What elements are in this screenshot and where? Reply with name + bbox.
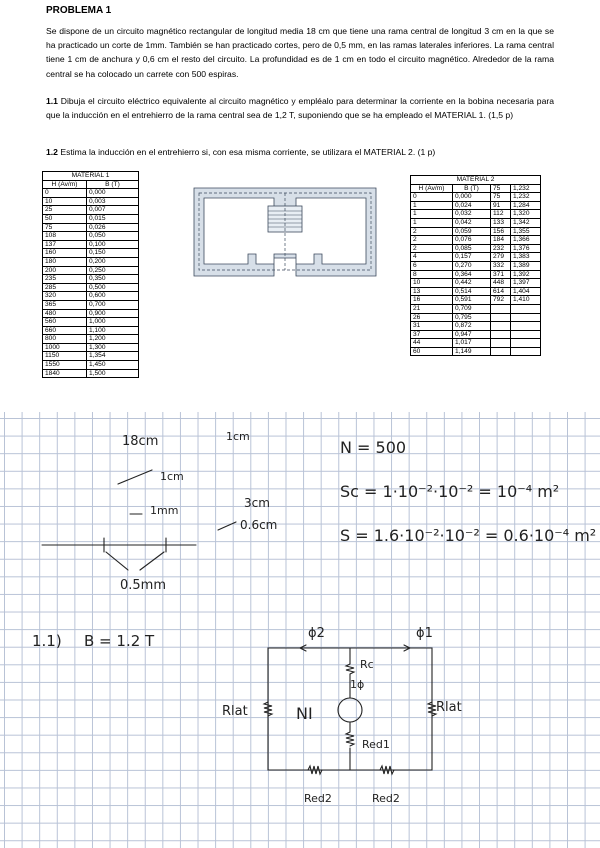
- note-red2-right: Red2: [372, 792, 400, 805]
- table-cell: 4: [411, 253, 453, 262]
- table-cell: 31: [411, 322, 453, 331]
- table-cell: [491, 313, 511, 322]
- table-cell: 320: [43, 292, 87, 301]
- table-cell: 371: [491, 270, 511, 279]
- magnetic-circuit-diagram: [190, 184, 380, 280]
- note-phi1: ϕ1: [416, 626, 433, 641]
- table-cell: 0,042: [453, 218, 491, 227]
- table-row: [411, 270, 541, 279]
- table-row: [411, 347, 541, 356]
- table-cell: 13: [411, 287, 453, 296]
- table-cell: 180: [43, 257, 87, 266]
- table-cell: 75: [491, 184, 511, 193]
- table-cell: 279: [491, 253, 511, 262]
- table-cell: 91: [491, 201, 511, 210]
- table-cell: 0,032: [453, 210, 491, 219]
- table-cell: 133: [491, 218, 511, 227]
- table-row: [43, 206, 139, 215]
- table-cell: 1,410: [511, 296, 541, 305]
- table-cell: 660: [43, 326, 87, 335]
- table-cell: 0,270: [453, 261, 491, 270]
- table-cell: 1,320: [511, 210, 541, 219]
- table-row: [411, 322, 541, 331]
- table-cell: 480: [43, 309, 87, 318]
- note-section-central: Sc = 1·10⁻²·10⁻² = 10⁻⁴ m²: [340, 482, 560, 501]
- table-row: [43, 257, 139, 266]
- note-question-label: 1.1): [32, 632, 62, 650]
- sketch-1cm-mark: [118, 470, 152, 484]
- table-cell: 235: [43, 275, 87, 284]
- note-3cm: 3cm: [244, 496, 270, 510]
- table-row: [411, 244, 541, 253]
- table-row: [43, 318, 139, 327]
- material-1-header-h: H (Av/m): [43, 180, 87, 189]
- table-cell: 112: [491, 210, 511, 219]
- table-cell: 50: [43, 214, 87, 223]
- note-n-turns: N = 500: [340, 438, 407, 457]
- table-cell: 37: [411, 330, 453, 339]
- note-rlat-left: Rlat: [222, 704, 248, 719]
- table-row: [43, 232, 139, 241]
- table-cell: 0,947: [453, 330, 491, 339]
- table-row: [411, 287, 541, 296]
- table-cell: 0: [411, 193, 453, 202]
- table-row: [43, 326, 139, 335]
- table-cell: 1550: [43, 361, 87, 370]
- table-row: [43, 189, 139, 198]
- table-cell: 75: [43, 223, 87, 232]
- table-cell: 1840: [43, 369, 87, 378]
- table-cell: 137: [43, 240, 87, 249]
- table-cell: 1,383: [511, 253, 541, 262]
- note-b-value: B = 1.2 T: [84, 632, 155, 650]
- table-row: [43, 309, 139, 318]
- table-row: [43, 300, 139, 309]
- note-length-18: 18cm: [122, 434, 159, 449]
- table-cell: 1,000: [87, 318, 139, 327]
- table-cell: 1,300: [87, 343, 139, 352]
- table-cell: 0,157: [453, 253, 491, 262]
- table-row: [43, 275, 139, 284]
- table-cell: 1,355: [511, 227, 541, 236]
- table-cell: 1,100: [87, 326, 139, 335]
- table-cell: [491, 304, 511, 313]
- intro-paragraph: Se dispone de un circuito magnético rectangular de longitud media 18 cm que tiene una rama central de longitud 3 cm en la que se ha practicado un corte de 1mm. También se han practicado cortes, pero de 0,5 mm, en las ramas laterales inferiores. La rama central tiene 1 cm de anchura y 0,6 cm el resto del circuito. La profundidad es de 1 cm en todo el circuito magnético. Alrededor de la rama central se ha colocado un carrete con 500 espiras.: [46, 26, 554, 79]
- table-row: [43, 266, 139, 275]
- table-cell: 0,024: [453, 201, 491, 210]
- table-row: [43, 223, 139, 232]
- table-cell: [491, 330, 511, 339]
- table-cell: 0,350: [87, 275, 139, 284]
- table-cell: 108: [43, 232, 87, 241]
- table-cell: 1,232: [511, 184, 541, 193]
- table-cell: 0,364: [453, 270, 491, 279]
- table-cell: 232: [491, 244, 511, 253]
- table-cell: 0,059: [453, 227, 491, 236]
- table-cell: [511, 347, 541, 356]
- note-phi-c: 1ϕ: [350, 678, 365, 691]
- table-cell: 1,284: [511, 201, 541, 210]
- table-cell: 44: [411, 339, 453, 348]
- table-row: [43, 283, 139, 292]
- table-row: [43, 335, 139, 344]
- table-cell: 0,076: [453, 236, 491, 245]
- table-row: [411, 296, 541, 305]
- table-cell: 2: [411, 227, 453, 236]
- sketch-gap-arrows: [106, 552, 164, 570]
- table-cell: 0,000: [87, 189, 139, 198]
- table-cell: 614: [491, 287, 511, 296]
- table-cell: 0,591: [453, 296, 491, 305]
- note-cut-top: 1cm: [226, 430, 250, 443]
- table-row: [411, 330, 541, 339]
- table-cell: 1,149: [453, 347, 491, 356]
- table-cell: 1,397: [511, 279, 541, 288]
- question-1-2-text: Estima la inducción en el entrehierro si, con esa misma corriente, se utilizara el MATERIAL 2. (1 p): [57, 147, 436, 157]
- table-cell: 156: [491, 227, 511, 236]
- table-cell: 0,795: [453, 313, 491, 322]
- table-cell: 0,000: [453, 193, 491, 202]
- table-cell: 200: [43, 266, 87, 275]
- question-1-2: [46, 145, 554, 159]
- resistor-rc: [346, 664, 354, 674]
- table-cell: [511, 330, 541, 339]
- table-cell: 0,700: [87, 300, 139, 309]
- note-rlat-right: Rlat: [436, 700, 462, 715]
- table-row: [411, 279, 541, 288]
- table-cell: 332: [491, 261, 511, 270]
- table-row: [411, 339, 541, 348]
- question-1-1: [46, 94, 554, 122]
- table-row: [411, 201, 541, 210]
- table-row: [43, 361, 139, 370]
- table-cell: 0,709: [453, 304, 491, 313]
- table-cell: 1,366: [511, 236, 541, 245]
- table-row: [411, 193, 541, 202]
- table-row: [411, 227, 541, 236]
- table-row: [411, 218, 541, 227]
- table-cell: 2: [411, 244, 453, 253]
- table-cell: [511, 339, 541, 348]
- table-cell: 0: [43, 189, 87, 198]
- material-1-table: [42, 171, 139, 378]
- table-cell: 0,872: [453, 322, 491, 331]
- table-cell: [511, 304, 541, 313]
- table-cell: 0,085: [453, 244, 491, 253]
- table-cell: [511, 322, 541, 331]
- note-red1: Red1: [362, 738, 390, 751]
- table-row: [411, 313, 541, 322]
- table-cell: 0,015: [87, 214, 139, 223]
- table-cell: 25: [43, 206, 87, 215]
- table-cell: [511, 313, 541, 322]
- table-cell: 1,389: [511, 261, 541, 270]
- question-1-2-number: 1.2: [46, 147, 58, 157]
- table-row: [411, 261, 541, 270]
- table-cell: 184: [491, 236, 511, 245]
- table-cell: [491, 322, 511, 331]
- table-row: [43, 197, 139, 206]
- table-cell: 0,007: [87, 206, 139, 215]
- table-cell: 0,150: [87, 249, 139, 258]
- table-cell: 0,600: [87, 292, 139, 301]
- table-cell: 1,404: [511, 287, 541, 296]
- table-cell: 1: [411, 210, 453, 219]
- table-cell: 16: [411, 296, 453, 305]
- table-cell: 560: [43, 318, 87, 327]
- table-cell: [491, 347, 511, 356]
- table-cell: 792: [491, 296, 511, 305]
- table-cell: 10: [43, 197, 87, 206]
- table-cell: 1000: [43, 343, 87, 352]
- table-cell: 0,250: [87, 266, 139, 275]
- note-1mm: 1mm: [150, 504, 179, 517]
- material-2-title: MATERIAL 2: [411, 176, 541, 185]
- table-cell: 10: [411, 279, 453, 288]
- table-cell: 0,514: [453, 287, 491, 296]
- table-cell: 75: [491, 193, 511, 202]
- table-cell: 0,003: [87, 197, 139, 206]
- table-cell: 1,342: [511, 218, 541, 227]
- table-row: [43, 240, 139, 249]
- table-row: [411, 304, 541, 313]
- table-cell: 365: [43, 300, 87, 309]
- table-cell: 1,232: [511, 193, 541, 202]
- material-1-header-b: B (T): [87, 180, 139, 189]
- note-ni: NI: [296, 704, 313, 723]
- material-2-header-b: B (T): [453, 184, 491, 193]
- table-cell: 0,050: [87, 232, 139, 241]
- table-cell: 448: [491, 279, 511, 288]
- material-2-header-h: H (Av/m): [411, 184, 453, 193]
- mmf-source: [338, 698, 362, 722]
- table-cell: 6: [411, 261, 453, 270]
- table-cell: 2: [411, 236, 453, 245]
- table-cell: [491, 339, 511, 348]
- note-05mm: 0.5mm: [120, 578, 167, 593]
- handwritten-notes-area: [0, 412, 600, 848]
- table-cell: 0,900: [87, 309, 139, 318]
- problem-statement: [0, 0, 600, 412]
- table-cell: 1,500: [87, 369, 139, 378]
- table-cell: 21: [411, 304, 453, 313]
- table-cell: 8: [411, 270, 453, 279]
- table-cell: 0,026: [87, 223, 139, 232]
- table-row: [411, 253, 541, 262]
- table-row: [43, 292, 139, 301]
- table-row: [43, 249, 139, 258]
- table-cell: 160: [43, 249, 87, 258]
- table-cell: 0,200: [87, 257, 139, 266]
- resistor-red1: [346, 732, 354, 746]
- table-cell: 0,500: [87, 283, 139, 292]
- table-row: [411, 210, 541, 219]
- table-cell: 1,376: [511, 244, 541, 253]
- table-cell: 1,392: [511, 270, 541, 279]
- table-row: [43, 214, 139, 223]
- table-cell: 1,450: [87, 361, 139, 370]
- note-06cm: 0.6cm: [240, 518, 278, 532]
- question-1-1-text: Dibuja el circuito eléctrico equivalente al circuito magnético y empléalo para determinar la corriente en la bobina necesaria para que la inducción en el entrehierro de la rama central sea de 1,2 T, suponiendo que se ha empleado el MATERIAL 1. (1,5 p): [46, 96, 554, 121]
- note-1cm: 1cm: [160, 470, 184, 483]
- table-cell: 1,354: [87, 352, 139, 361]
- table-cell: 1150: [43, 352, 87, 361]
- table-cell: 0,100: [87, 240, 139, 249]
- note-red2-left: Red2: [304, 792, 332, 805]
- material-2-table: [410, 175, 541, 356]
- table-cell: 800: [43, 335, 87, 344]
- table-cell: 26: [411, 313, 453, 322]
- table-cell: 1: [411, 201, 453, 210]
- note-section-lateral: S = 1.6·10⁻²·10⁻² = 0.6·10⁻⁴ m²: [340, 526, 597, 545]
- table-row: [43, 343, 139, 352]
- table-row: [43, 352, 139, 361]
- question-1-1-number: 1.1: [46, 96, 58, 106]
- problem-title: PROBLEMA 1: [46, 5, 112, 16]
- table-row: [411, 236, 541, 245]
- note-phi2: ϕ2: [308, 626, 325, 641]
- table-cell: 60: [411, 347, 453, 356]
- note-rc: Rc: [360, 658, 374, 671]
- table-cell: 285: [43, 283, 87, 292]
- handwritten-sketches: [0, 412, 600, 848]
- material-1-title: MATERIAL 1: [43, 172, 139, 181]
- table-cell: 1: [411, 218, 453, 227]
- sketch-06-mark: [218, 522, 236, 530]
- table-cell: 1,017: [453, 339, 491, 348]
- table-cell: 1,200: [87, 335, 139, 344]
- table-cell: 0,442: [453, 279, 491, 288]
- table-row: [43, 369, 139, 378]
